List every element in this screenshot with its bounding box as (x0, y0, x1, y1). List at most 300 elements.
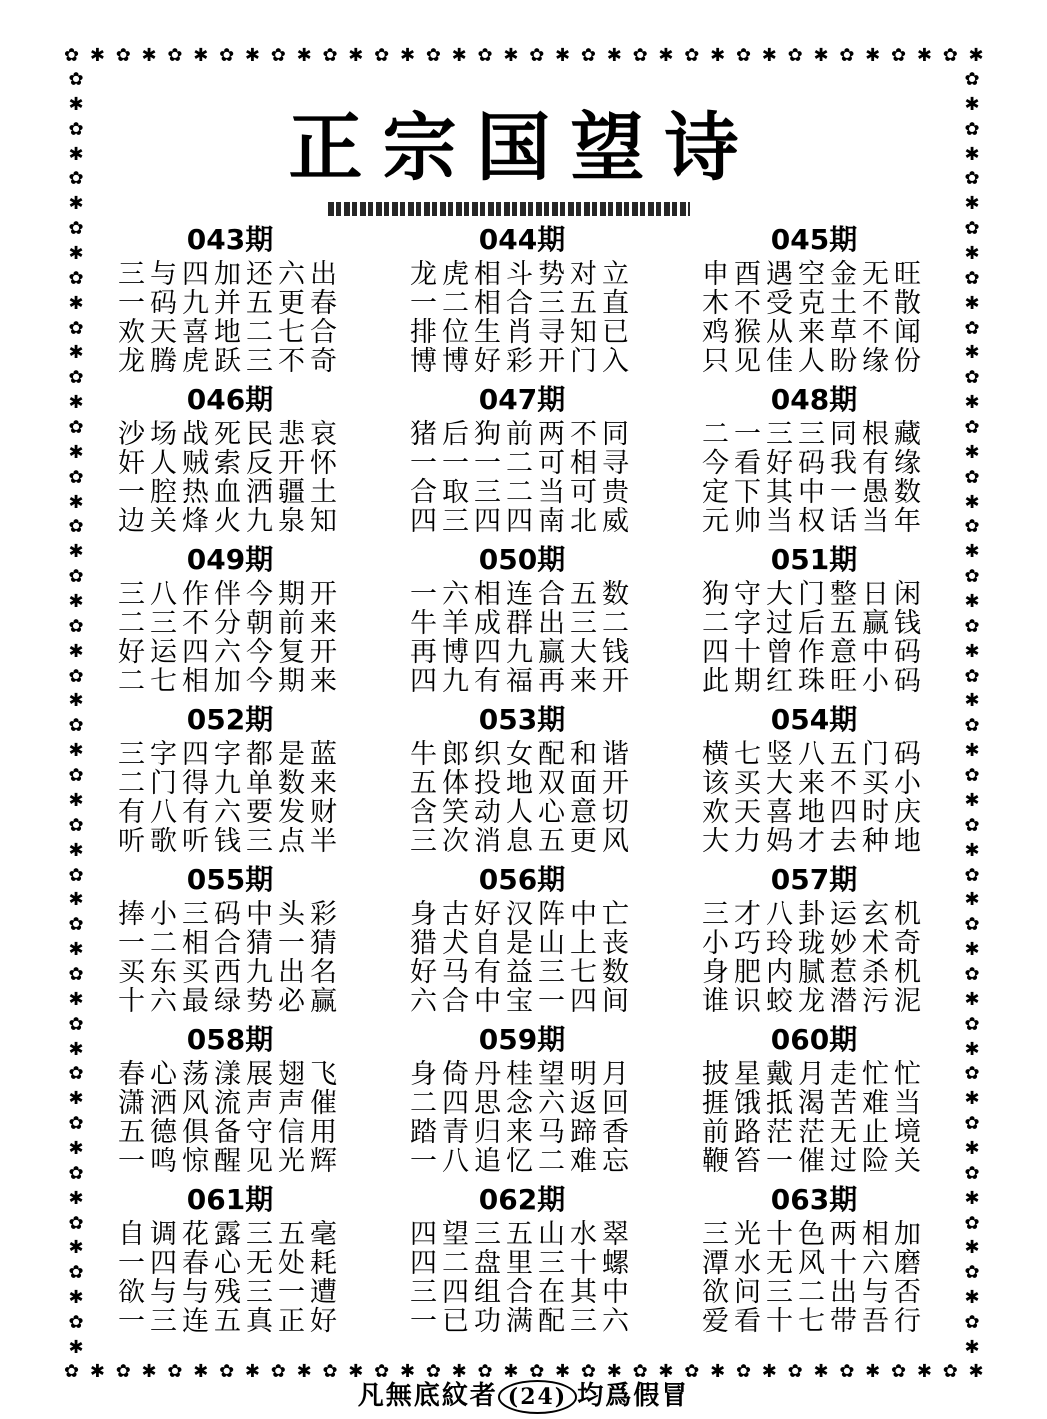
footer-note (0, 1378, 1047, 1414)
border-ornament-icon: ✿ (529, 1361, 545, 1382)
border-ornament-icon: ✱ (451, 1361, 467, 1382)
border-ornament-icon: ✱ (68, 1088, 84, 1110)
border-ornament-icon: ✱ (68, 243, 84, 265)
border-ornament-icon: ✱ (865, 45, 881, 66)
border-ornament-icon: ✱ (658, 45, 674, 66)
border-ornament-icon: ✱ (68, 640, 84, 662)
border-ornament-icon: ✿ (684, 45, 700, 66)
period-block (696, 380, 932, 536)
border-ornament-icon: ✿ (68, 317, 84, 339)
border-ornament-icon: ✿ (68, 168, 84, 190)
border-ornament-icon: ✱ (865, 1361, 881, 1382)
border-ornament-icon: ✿ (964, 1113, 980, 1135)
period-block (112, 1180, 348, 1336)
border-ornament-icon: ✱ (399, 1361, 416, 1382)
poem-line: 有八有六要发财 (118, 797, 342, 828)
poem-line: 今看好码我有缘 (702, 448, 926, 479)
poem-line: 一二相合猜一猜 (118, 928, 342, 959)
poem-line: 好马有益三七数 (410, 957, 634, 988)
border-ornament-icon: ✿ (68, 1162, 84, 1184)
border-ornament-icon: ✱ (813, 1361, 829, 1382)
border-ornament-icon: ✿ (68, 1063, 84, 1085)
border-ornament-icon: ✿ (68, 814, 84, 836)
poem-line: 此期红珠旺小码 (702, 666, 926, 697)
border-ornament-icon: ✱ (68, 839, 84, 861)
poem-line: 猎犬自是山上丧 (410, 928, 634, 959)
border-ornament-icon: ✱ (141, 1361, 157, 1382)
border-ornament-icon: ✿ (68, 1013, 84, 1035)
period-block (404, 220, 640, 376)
border-ornament-icon: ✱ (399, 45, 416, 66)
border-ornament-icon: ✱ (964, 1237, 980, 1259)
border-ornament-icon: ✱ (964, 342, 980, 364)
poem-line: 排位生肖寻知已 (410, 317, 634, 348)
border-ornament-icon: ✿ (891, 45, 907, 66)
period-block (404, 1180, 640, 1336)
poem-line: 五德俱备守信用 (118, 1117, 342, 1148)
border-ornament-icon: ✱ (68, 1237, 84, 1259)
border-ornament-icon: ✿ (68, 466, 84, 488)
border-ornament-icon: ✿ (68, 1212, 84, 1234)
border-ornament-icon: ✱ (68, 1336, 84, 1358)
poem-line: 横七竖八五门码 (702, 739, 926, 770)
border-ornament-icon: ✱ (964, 93, 980, 115)
border-ornament-icon: ✿ (580, 1361, 596, 1382)
border-ornament-icon: ✱ (141, 45, 157, 66)
poem-line: 猪后狗前两不同 (410, 419, 634, 450)
border-ornament-icon: ✿ (68, 367, 84, 389)
border-ornament-icon: ✱ (68, 1187, 84, 1209)
poem-line: 一腔热血洒疆土 (118, 477, 342, 508)
border-ornament-icon: ✿ (270, 1361, 286, 1382)
border-ornament-icon: ✱ (68, 591, 84, 613)
border-ornament-icon: ✿ (529, 45, 545, 66)
border-ornament-icon: ✿ (964, 963, 980, 985)
border-ornament-icon: ✿ (68, 516, 84, 538)
poem-line: 欲问三二出与否 (702, 1277, 926, 1308)
border-ornament-icon: ✿ (735, 45, 752, 66)
border-ornament-icon: ✿ (964, 665, 980, 687)
border-ornament-icon: ✿ (64, 1361, 80, 1382)
border-ornament-icon: ✿ (964, 1162, 980, 1184)
period-title: 060期 (770, 1023, 858, 1056)
poem-line: 合取三二当可贵 (410, 477, 634, 508)
border-ornament-icon: ✿ (477, 45, 493, 66)
poem-line: 博博好彩开门入 (410, 346, 634, 377)
border-ornament-icon: ✱ (606, 45, 622, 66)
poem-line: 身倚丹桂望明月 (410, 1059, 634, 1090)
border-ornament-icon: ✱ (244, 45, 260, 66)
period-block (696, 220, 932, 376)
border-ornament-icon: ✱ (68, 988, 84, 1010)
border-ornament-icon: ✿ (68, 1311, 84, 1333)
poem-line: 买东买西九出名 (118, 957, 342, 988)
poem-line: 三光十色两相加 (702, 1219, 926, 1250)
border-ornament-icon: ✱ (68, 541, 84, 563)
period-title: 045期 (770, 223, 858, 256)
border-ornament-icon: ✱ (964, 591, 980, 613)
border-ornament-icon: ✱ (964, 292, 980, 314)
poem-line: 四十曾作意中码 (702, 637, 926, 668)
poem-line: 大力妈才去种地 (702, 826, 926, 857)
border-ornament-icon: ✱ (68, 1038, 84, 1060)
poem-line: 自调花露三五毫 (118, 1219, 342, 1250)
poem-line: 一三连五真正好 (118, 1306, 342, 1337)
border-ornament-icon: ✿ (322, 45, 338, 66)
border-ornament-icon: ✿ (891, 1361, 907, 1382)
border-ornament-icon: ✿ (964, 1013, 980, 1035)
poem-line: 欢天喜地四时庆 (702, 797, 926, 828)
poem-line: 边关烽火九泉知 (118, 506, 342, 537)
period-block (404, 1020, 640, 1176)
border-ornament-icon: ✿ (68, 118, 84, 140)
border-ornament-icon: ✿ (964, 566, 980, 588)
period-title: 049期 (186, 543, 274, 576)
period-block (112, 1020, 348, 1176)
period-block (112, 860, 348, 1016)
poem-line: 三字四字都是蓝 (118, 739, 342, 770)
border-ornament-icon: ✿ (68, 417, 84, 439)
poem-line: 一四春心无处耗 (118, 1248, 342, 1279)
period-block (112, 700, 348, 856)
border-ornament-icon: ✱ (68, 292, 84, 314)
border-ornament-icon: ✱ (710, 45, 726, 66)
poem-line: 身古好汉阵中亡 (410, 899, 634, 930)
border-ornament-icon: ✿ (964, 168, 980, 190)
border-ornament-icon: ✿ (964, 1212, 980, 1234)
border-ornament-icon: ✱ (68, 193, 84, 215)
period-title: 063期 (770, 1183, 858, 1216)
poem-line: 二门得九单数来 (118, 768, 342, 799)
poem-line: 四望三五山水翠 (410, 1219, 634, 1250)
border-ornament-icon: ✿ (68, 1262, 84, 1284)
border-ornament-icon: ✱ (964, 1038, 980, 1060)
border-ornament-icon: ✿ (964, 466, 980, 488)
border-ornament-icon: ✿ (219, 1361, 235, 1382)
period-title: 054期 (770, 703, 858, 736)
poem-line: 披星戴月走忙忙 (702, 1059, 926, 1090)
poem-line: 四二盘里三十螺 (410, 1248, 634, 1279)
border-ornament-icon: ✿ (964, 516, 980, 538)
poem-line: 十六最绿势必赢 (118, 986, 342, 1017)
border-ornament-icon: ✿ (425, 45, 441, 66)
border-ornament-icon: ✱ (68, 740, 84, 762)
border-ornament-icon: ✱ (964, 1336, 980, 1358)
poem-line: 一八追忆二难忘 (410, 1146, 634, 1177)
border-ornament-icon: ✱ (964, 988, 980, 1010)
border-ornament-icon: ✱ (964, 1287, 980, 1309)
border-ornament-icon: ✱ (964, 541, 980, 563)
period-title: 062期 (478, 1183, 566, 1216)
border-ornament-icon: ✱ (503, 45, 519, 66)
poem-line: 爱看十七带吾行 (702, 1306, 926, 1337)
period-block (696, 860, 932, 1016)
border-ornament-icon: ✱ (68, 1137, 84, 1159)
border-ornament-icon: ✱ (761, 45, 777, 66)
period-title: 061期 (186, 1183, 274, 1216)
border-ornament-icon: ✿ (374, 1361, 390, 1382)
border-ornament-icon: ✿ (68, 566, 84, 588)
border-ornament-icon: ✿ (115, 45, 131, 66)
poem-line: 身肥内腻惹杀机 (702, 957, 926, 988)
border-ornament-icon: ✿ (964, 417, 980, 439)
poem-line: 前路茫茫无止境 (702, 1117, 926, 1148)
poem-line: 三与四加还六出 (118, 259, 342, 290)
poem-line: 鞭笞一催过险关 (702, 1146, 926, 1177)
poem-line: 好运四六今复开 (118, 637, 342, 668)
border-ornament-icon: ✱ (68, 690, 84, 712)
border-ornament-icon: ✿ (68, 1113, 84, 1135)
period-block (696, 700, 932, 856)
poem-line: 奸人贼索反开怀 (118, 448, 342, 479)
border-ornament-icon: ✱ (68, 1287, 84, 1309)
poem-line: 潭水无风十六磨 (702, 1248, 926, 1279)
border-ornament-icon: ✱ (761, 1361, 777, 1382)
border-ornament-icon: ✿ (68, 69, 84, 90)
border-ornament-icon: ✱ (964, 1137, 980, 1159)
poem-line: 元帅当权话当年 (702, 506, 926, 537)
border-ornament-icon: ✱ (964, 143, 980, 165)
page-number-stamp: (24) (498, 1380, 577, 1414)
poem-line: 捱饿抵渴苦难当 (702, 1088, 926, 1119)
poem-line: 小巧玲珑妙术奇 (702, 928, 926, 959)
border-ornament-icon: ✱ (348, 45, 364, 66)
border-ornament-icon: ✿ (964, 367, 980, 389)
border-ornament-icon: ✱ (813, 45, 829, 66)
border-ornament-icon: ✿ (374, 45, 390, 66)
border-ornament-icon: ✱ (964, 640, 980, 662)
border-ornament-icon: ✿ (68, 864, 84, 886)
border-ornament-icon: ✿ (477, 1361, 493, 1382)
poem-line: 二一三三同根藏 (702, 419, 926, 450)
poem-line: 春心荡漾展翅飞 (118, 1059, 342, 1090)
border-ornament-icon: ✿ (735, 1361, 752, 1382)
poem-line: 再博四九赢大钱 (410, 637, 634, 668)
border-ornament-icon: ✱ (68, 789, 84, 811)
border-ornament-icon: ✿ (68, 267, 84, 289)
border-right (960, 68, 984, 1360)
poem-line: 含笑动人心意切 (410, 797, 634, 828)
border-ornament-icon: ✿ (964, 1262, 980, 1284)
poem-line: 二四思念六返回 (410, 1088, 634, 1119)
border-ornament-icon: ✿ (68, 615, 84, 637)
poem-line: 一码九并五更春 (118, 288, 342, 319)
border-ornament-icon: ✱ (916, 1361, 932, 1382)
border-ornament-icon: ✿ (68, 963, 84, 985)
border-ornament-icon: ✱ (964, 193, 980, 215)
poem-line: 一六相连合五数 (410, 579, 634, 610)
poem-line: 牛郎织女配和谐 (410, 739, 634, 770)
period-title: 058期 (186, 1023, 274, 1056)
period-title: 047期 (478, 383, 566, 416)
border-ornament-icon: ✱ (964, 243, 980, 265)
border-ornament-icon: ✱ (964, 789, 980, 811)
poem-line: 三次消息五更风 (410, 826, 634, 857)
poem-line: 三四组合在其中 (410, 1277, 634, 1308)
border-ornament-icon: ✿ (964, 715, 980, 737)
border-ornament-icon: ✿ (839, 1361, 855, 1382)
poem-line: 鸡猴从来草不闻 (702, 317, 926, 348)
border-ornament-icon: ✱ (606, 1361, 622, 1382)
border-ornament-icon: ✱ (503, 1361, 519, 1382)
period-title: 052期 (186, 703, 274, 736)
period-title: 048期 (770, 383, 858, 416)
border-ornament-icon: ✱ (296, 1361, 312, 1382)
border-ornament-icon: ✿ (64, 45, 80, 66)
border-ornament-icon: ✿ (964, 1063, 980, 1085)
border-ornament-icon: ✱ (964, 889, 980, 911)
border-ornament-icon: ✱ (451, 45, 467, 66)
poem-line: 四九有福再来开 (410, 666, 634, 697)
border-ornament-icon: ✱ (658, 1361, 674, 1382)
border-ornament-icon: ✿ (942, 45, 958, 66)
period-block (696, 1180, 932, 1336)
border-ornament-icon: ✱ (68, 392, 84, 414)
poem-line: 二字过后五赢钱 (702, 608, 926, 639)
poem-line: 木不受克土不散 (702, 288, 926, 319)
period-block (404, 860, 640, 1016)
period-title: 056期 (478, 863, 566, 896)
border-ornament-icon: ✱ (68, 143, 84, 165)
period-block (404, 380, 640, 536)
poem-line: 三八作伴今期开 (118, 579, 342, 610)
poem-line: 踏青归来马蹄香 (410, 1117, 634, 1148)
border-ornament-icon: ✱ (964, 690, 980, 712)
border-ornament-icon: ✿ (68, 665, 84, 687)
periods-grid (112, 220, 950, 1336)
border-ornament-icon: ✿ (964, 118, 980, 140)
border-ornament-icon: ✱ (68, 889, 84, 911)
poem-line: 申酉遇空金无旺 (702, 259, 926, 290)
border-ornament-icon: ✱ (89, 45, 105, 66)
border-ornament-icon: ✿ (219, 45, 235, 66)
period-title: 059期 (478, 1023, 566, 1056)
poem-line: 潇洒风流声声催 (118, 1088, 342, 1119)
border-ornament-icon: ✿ (632, 45, 648, 66)
border-ornament-icon: ✿ (115, 1361, 131, 1382)
border-ornament-icon: ✱ (964, 392, 980, 414)
border-ornament-icon: ✿ (425, 1361, 441, 1382)
period-title: 046期 (186, 383, 274, 416)
period-title: 053期 (478, 703, 566, 736)
border-ornament-icon: ✿ (964, 615, 980, 637)
border-ornament-icon: ✿ (964, 765, 980, 787)
period-block (112, 220, 348, 376)
border-ornament-icon: ✿ (167, 45, 183, 66)
period-title: 057期 (770, 863, 858, 896)
border-ornament-icon: ✿ (964, 267, 980, 289)
poem-line: 听歌听钱三点半 (118, 826, 342, 857)
poem-line: 欲与与残三一遭 (118, 1277, 342, 1308)
period-title: 055期 (186, 863, 274, 896)
poem-line: 一一一二可相寻 (410, 448, 634, 479)
poem-line: 一已功满配三六 (410, 1306, 634, 1337)
poem-line: 三才八卦运玄机 (702, 899, 926, 930)
poem-line: 狗守大门整日闲 (702, 579, 926, 610)
border-ornament-icon: ✿ (787, 45, 803, 66)
border-ornament-icon: ✿ (68, 765, 84, 787)
period-block (112, 380, 348, 536)
poem-line: 四三四四南北威 (410, 506, 634, 537)
border-ornament-icon: ✱ (244, 1361, 260, 1382)
poem-line: 五体投地双面开 (410, 768, 634, 799)
border-ornament-icon: ✱ (964, 441, 980, 463)
border-ornament-icon: ✿ (632, 1361, 648, 1382)
period-title: 043期 (186, 223, 274, 256)
border-ornament-icon: ✿ (964, 864, 980, 886)
border-ornament-icon: ✿ (580, 45, 596, 66)
period-block (112, 540, 348, 696)
footer-text-before: 凡無底紋者 (357, 1381, 498, 1411)
poem-line: 该买大来不买小 (702, 768, 926, 799)
border-ornament-icon: ✿ (787, 1361, 803, 1382)
poem-line: 一鸣惊醒见光辉 (118, 1146, 342, 1177)
border-ornament-icon: ✿ (839, 45, 855, 66)
border-ornament-icon: ✿ (942, 1361, 958, 1382)
border-ornament-icon: ✱ (348, 1361, 364, 1382)
poem-line: 龙腾虎跃三不奇 (118, 346, 342, 377)
border-ornament-icon: ✱ (968, 1361, 984, 1382)
border-top (64, 44, 984, 68)
border-ornament-icon: ✿ (964, 69, 980, 90)
poem-line: 沙场战死民悲哀 (118, 419, 342, 450)
border-ornament-icon: ✿ (270, 45, 286, 66)
subtitle-watermark (328, 202, 690, 216)
period-title: 044期 (478, 223, 566, 256)
border-ornament-icon: ✱ (964, 740, 980, 762)
border-ornament-icon: ✿ (68, 914, 84, 936)
poem-line: 龙虎相斗势对立 (410, 259, 634, 290)
poem-line: 捧小三码中头彩 (118, 899, 342, 930)
border-ornament-icon: ✱ (89, 1361, 105, 1382)
border-ornament-icon: ✱ (555, 1361, 571, 1382)
border-ornament-icon: ✿ (964, 914, 980, 936)
border-ornament-icon: ✱ (68, 939, 84, 961)
border-ornament-icon: ✱ (964, 1187, 980, 1209)
border-ornament-icon: ✿ (167, 1361, 183, 1382)
border-ornament-icon: ✱ (68, 491, 84, 513)
poem-line: 欢天喜地二七合 (118, 317, 342, 348)
poem-line: 只见佳人盼缘份 (702, 346, 926, 377)
period-title: 050期 (478, 543, 566, 576)
border-ornament-icon: ✱ (968, 45, 984, 66)
poem-line: 谁识蛟龙潜污泥 (702, 986, 926, 1017)
border-ornament-icon: ✱ (193, 45, 209, 66)
border-ornament-icon: ✱ (68, 93, 84, 115)
border-ornament-icon: ✱ (710, 1361, 726, 1382)
border-ornament-icon: ✿ (964, 317, 980, 339)
border-ornament-icon: ✿ (964, 814, 980, 836)
border-ornament-icon: ✱ (964, 939, 980, 961)
footer-text-after: 均爲假冒 (577, 1381, 690, 1411)
border-left (64, 68, 88, 1360)
period-block (404, 540, 640, 696)
border-ornament-icon: ✱ (555, 45, 571, 66)
border-ornament-icon: ✿ (68, 715, 84, 737)
border-ornament-icon: ✿ (964, 218, 980, 240)
border-ornament-icon: ✱ (964, 1088, 980, 1110)
border-ornament-icon: ✿ (964, 1311, 980, 1333)
period-block (404, 700, 640, 856)
poem-line: 二七相加今期来 (118, 666, 342, 697)
period-block (696, 540, 932, 696)
border-ornament-icon: ✿ (322, 1361, 338, 1382)
border-ornament-icon: ✿ (68, 218, 84, 240)
poem-line: 二三不分朝前来 (118, 608, 342, 639)
poem-line: 六合中宝一四间 (410, 986, 634, 1017)
border-ornament-icon: ✱ (68, 342, 84, 364)
poem-line: 牛羊成群出三二 (410, 608, 634, 639)
